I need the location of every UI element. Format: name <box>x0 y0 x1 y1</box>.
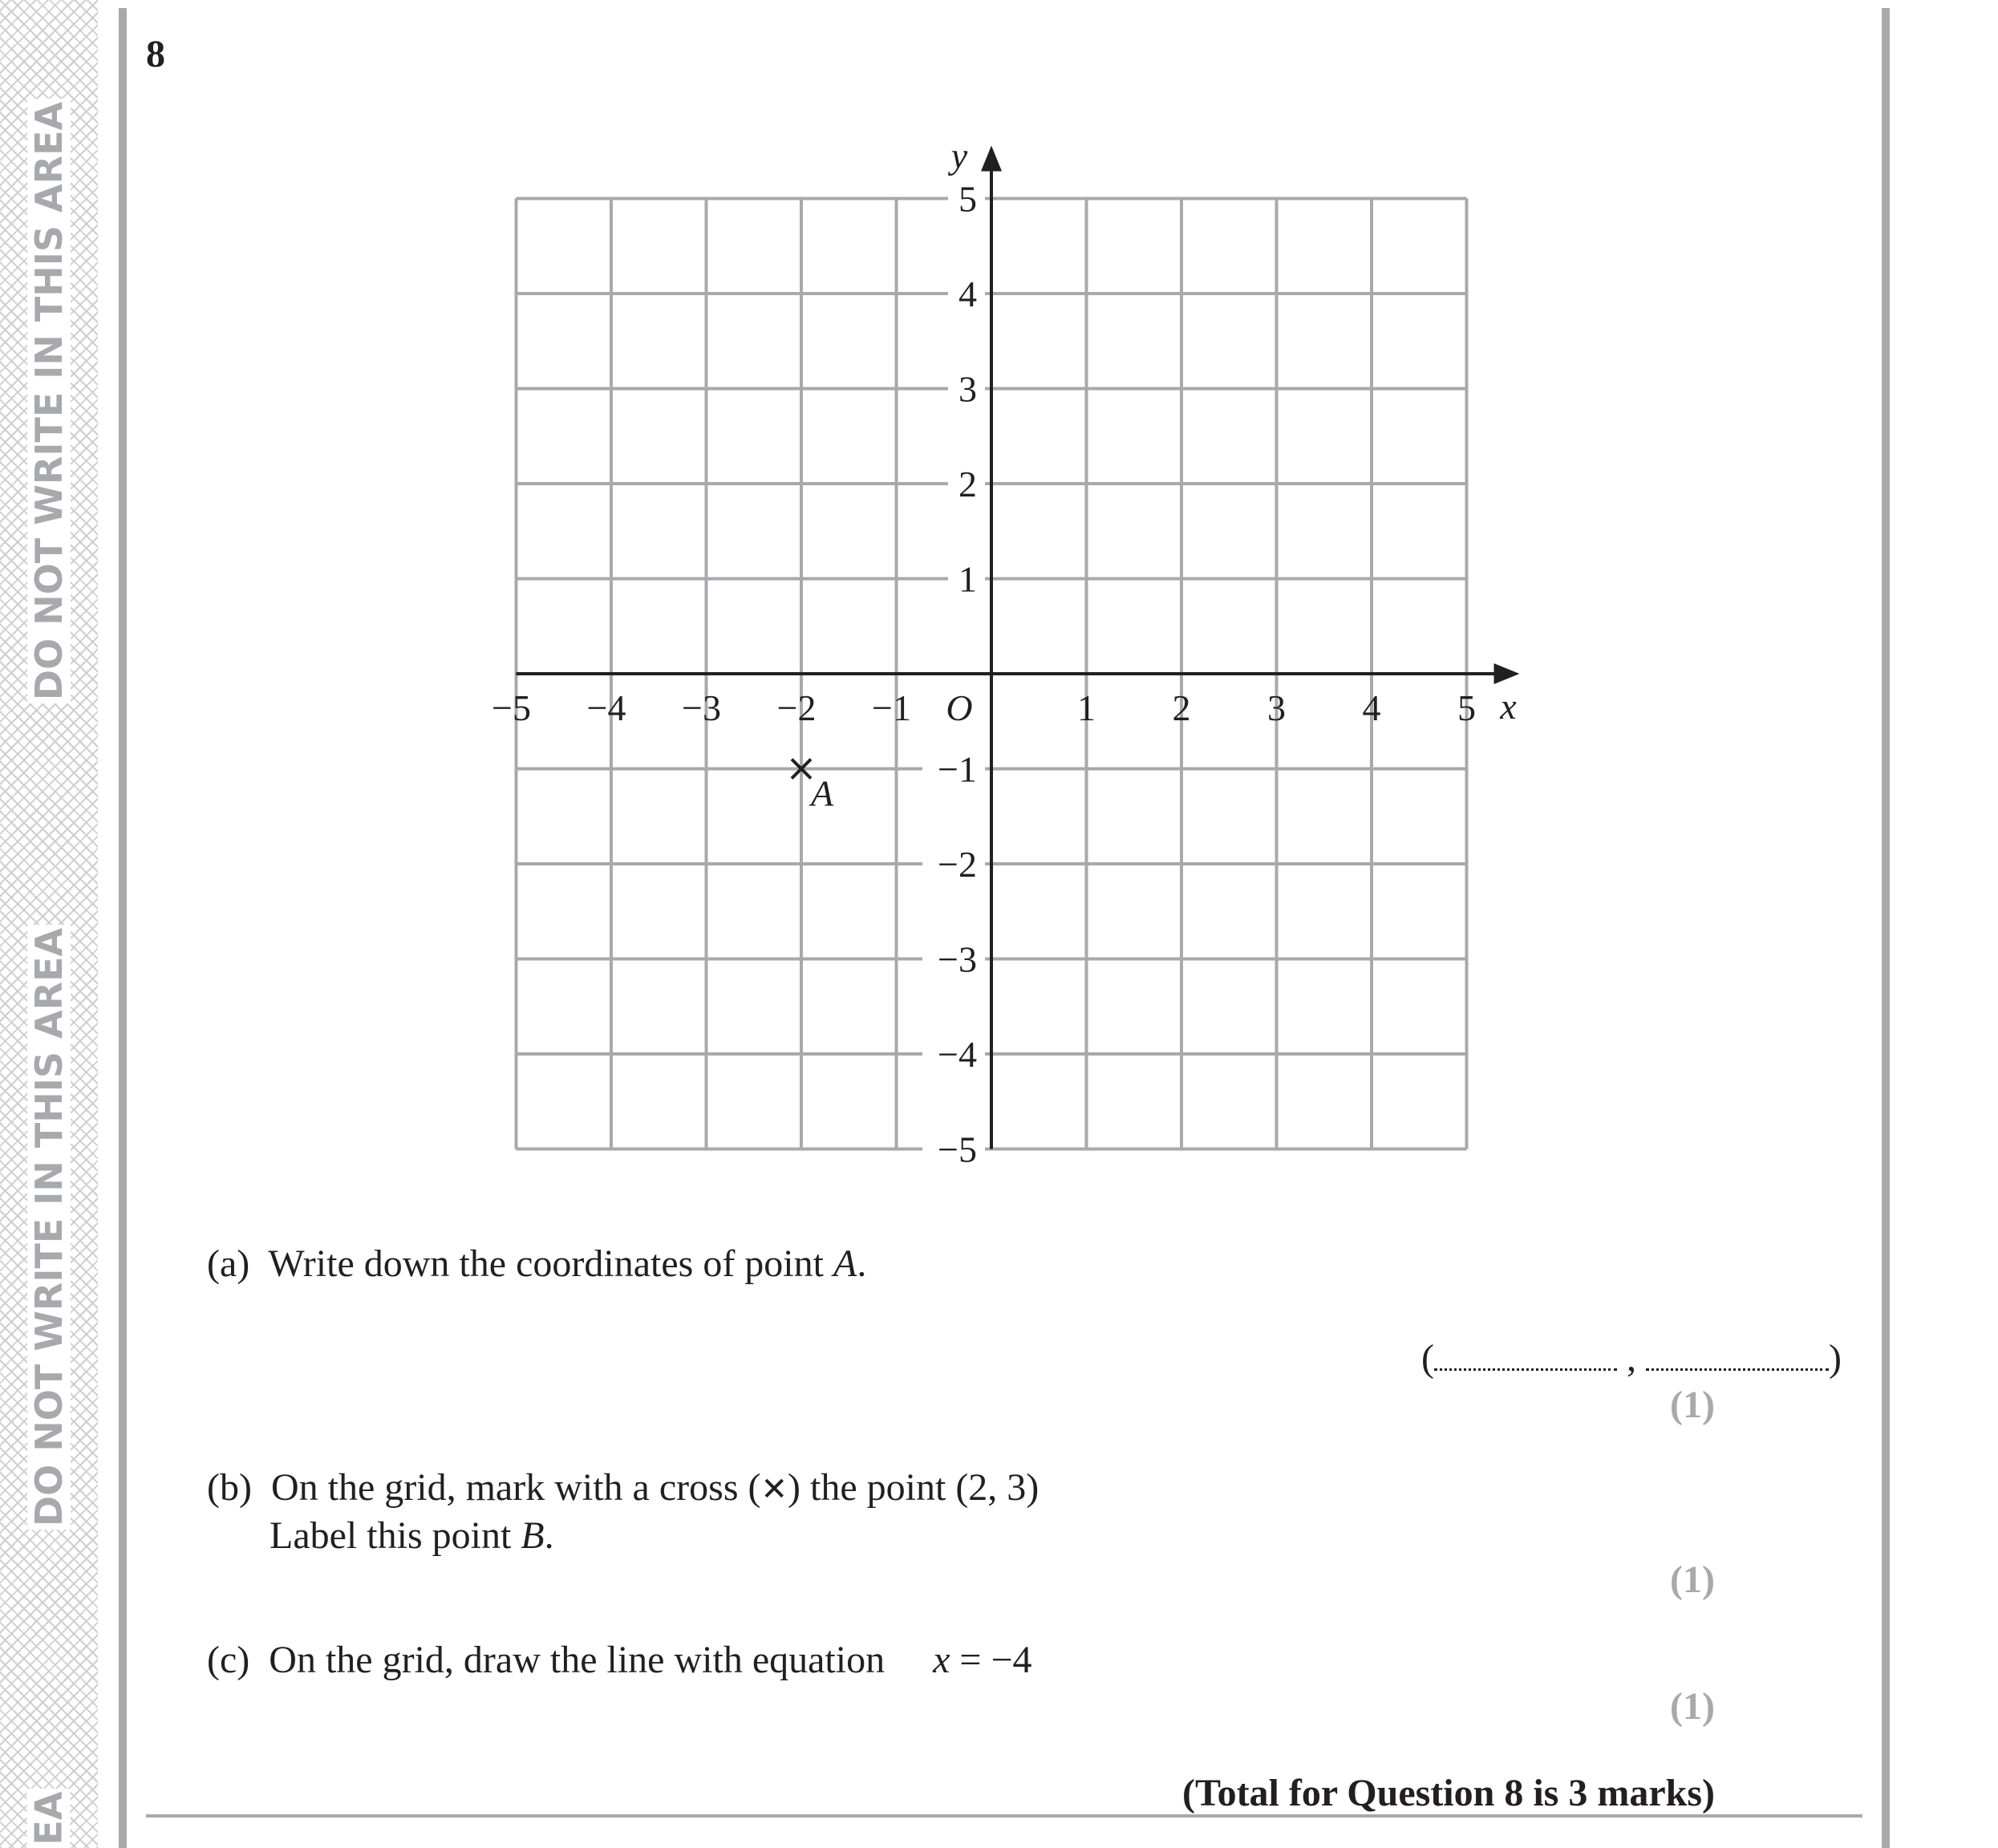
y-tick-label: 2 <box>958 464 977 505</box>
y-tick-label: 1 <box>958 558 977 600</box>
x-tick-label: 2 <box>1172 687 1191 728</box>
y-tick-label: −5 <box>938 1129 977 1170</box>
part-b-line-2: Label this point B. <box>270 1514 554 1557</box>
x-tick-label: −4 <box>586 687 626 728</box>
margin-warning-middle: DO NOT WRITE IN THIS AREA <box>0 962 98 1492</box>
question-total: (Total for Question 8 is 3 marks) <box>1181 1772 1715 1814</box>
x-tick-label: 5 <box>1457 687 1476 728</box>
margin-warning-top: DO NOT WRITE IN THIS AREA <box>0 136 98 666</box>
point-label: A <box>810 772 834 814</box>
y-tick-label: 4 <box>958 274 977 314</box>
y-tick-label: −2 <box>938 844 977 885</box>
part-b-line-1: (b) On the grid, mark with a cross (✕) the point (2, 3) <box>207 1466 1040 1509</box>
origin-label: O <box>946 687 973 728</box>
y-tick-label: −4 <box>938 1034 977 1075</box>
x-tick-label: 4 <box>1362 687 1381 728</box>
y-tick-label: −3 <box>938 938 977 980</box>
part-c-question: (c) On the grid, draw the line with equation x = −4 <box>207 1639 1032 1681</box>
x-axis-arrow <box>1494 663 1520 684</box>
x-tick-label: −5 <box>492 687 531 728</box>
answer-x-coordinate-field[interactable] <box>1434 1348 1617 1371</box>
part-a-label: (a) <box>207 1242 250 1285</box>
equation-rest: = −4 <box>950 1639 1032 1681</box>
cross-icon: ✕ <box>760 1471 788 1508</box>
x-axis-label: x <box>1500 686 1517 727</box>
part-b-marks: (1) <box>1670 1558 1715 1601</box>
part-a-marks: (1) <box>1670 1384 1715 1426</box>
part-b-question <box>207 1465 1039 1559</box>
x-tick-label: −2 <box>776 687 817 728</box>
x-tick-label: 1 <box>1077 687 1096 728</box>
y-tick-label: 5 <box>958 178 977 220</box>
x-tick-label: 3 <box>1267 687 1286 728</box>
answer-y-coordinate-field[interactable] <box>1646 1348 1829 1371</box>
x-tick-label: −1 <box>872 687 911 728</box>
x-tick-label: −3 <box>682 687 721 728</box>
part-a-answer-line[interactable]: ( , ) <box>1421 1337 1842 1380</box>
margin-warning-bottom: EA <box>0 1789 98 1848</box>
part-a-point-name: A <box>833 1242 857 1285</box>
bottom-rule <box>146 1814 1862 1818</box>
y-axis-arrow <box>981 146 1002 172</box>
part-b-label: (b) <box>207 1466 252 1509</box>
equation-variable: x <box>933 1639 950 1681</box>
part-a-text: Write down the coordinates of point <box>268 1242 833 1285</box>
question-number: 8 <box>146 33 165 75</box>
part-a-question: (a) Write down the coordinates of point A. <box>207 1242 867 1285</box>
y-tick-label: −1 <box>938 748 977 790</box>
y-axis-label: y <box>950 135 968 176</box>
y-tick-label: 3 <box>958 368 977 410</box>
part-c-label: (c) <box>207 1639 250 1681</box>
part-c-marks: (1) <box>1670 1685 1715 1728</box>
